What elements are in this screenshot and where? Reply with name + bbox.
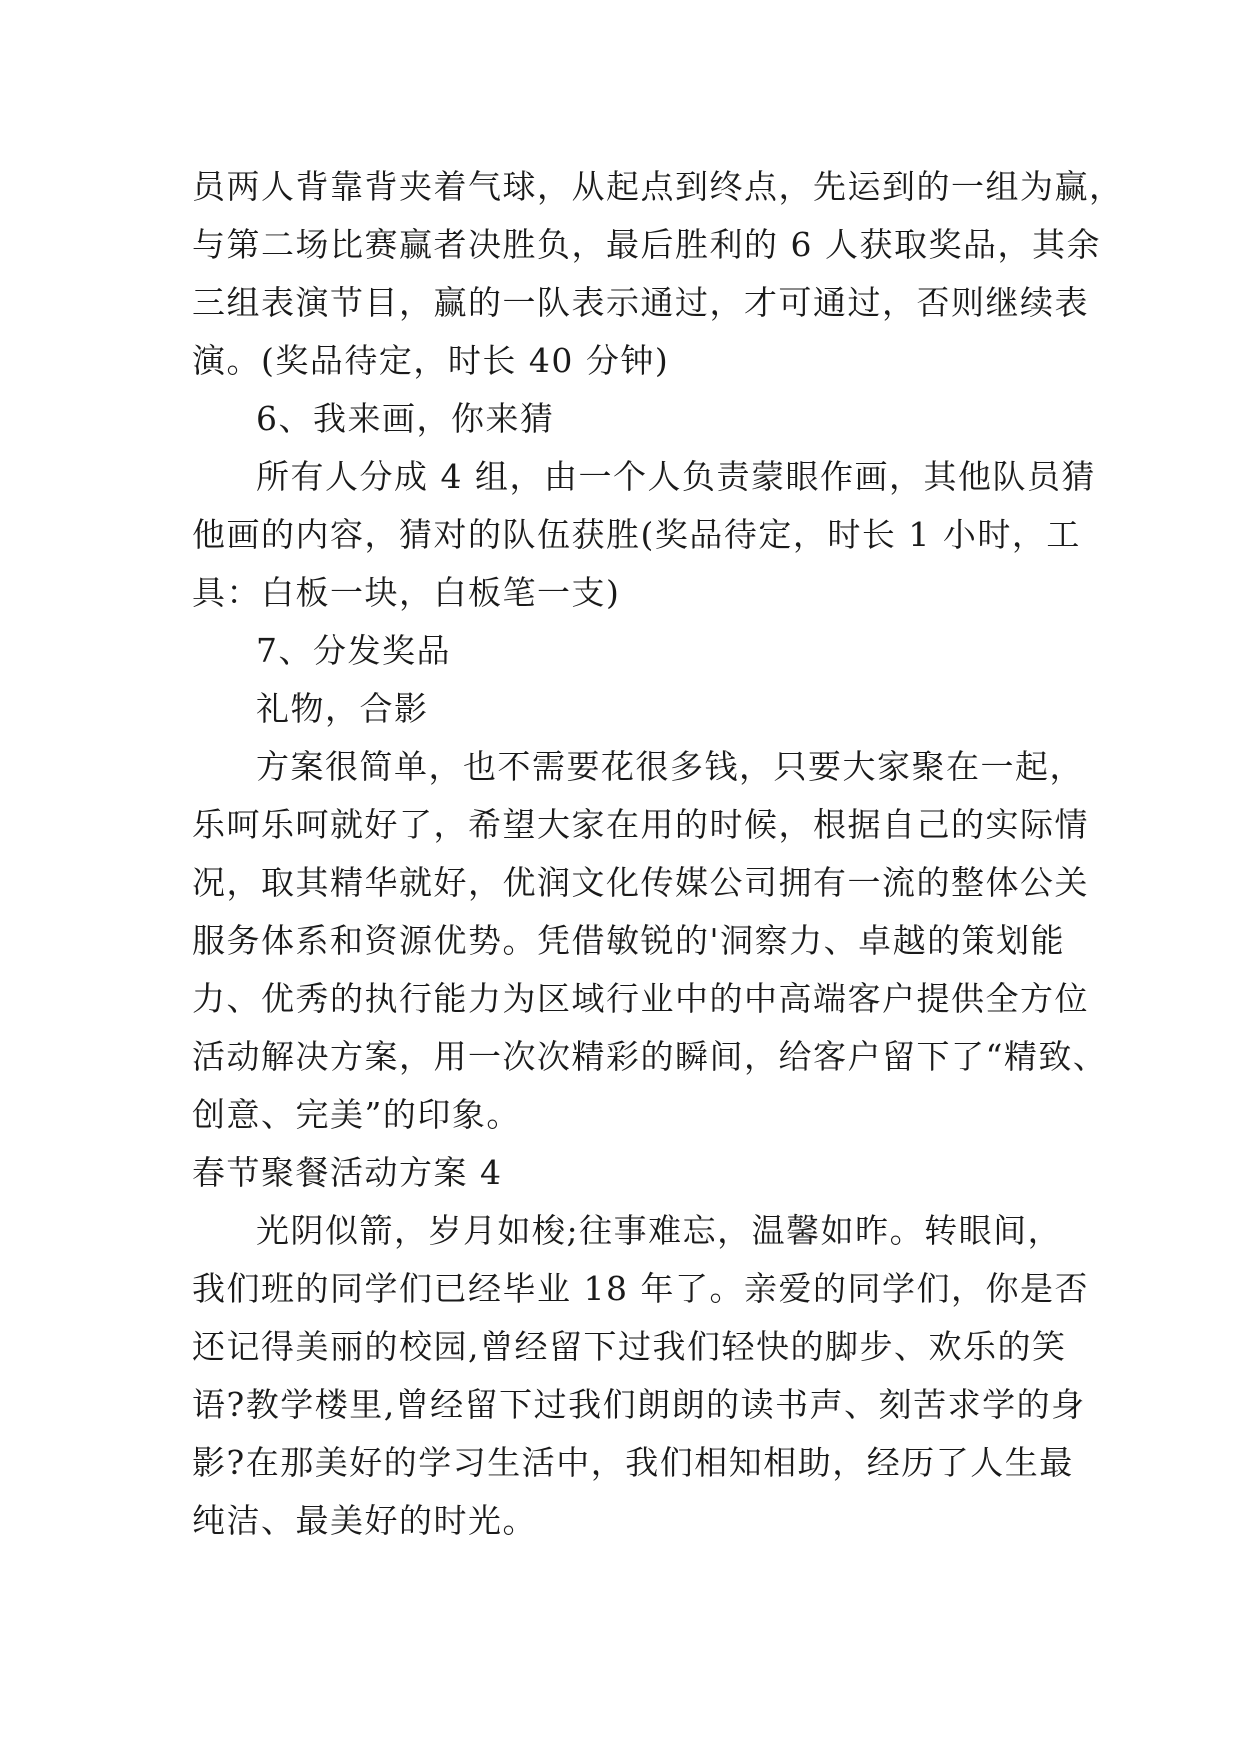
- paragraph-start: 方案很简单，也不需要花很多钱，只要大家聚在一起，: [256, 747, 1084, 786]
- text-line: 还记得美丽的校园,曾经留下过我们轻快的脚步、欢乐的笑: [192, 1327, 1067, 1366]
- text-line: 语?教学楼里,曾经留下过我们朗朗的读书声、刻苦求学的身: [192, 1385, 1086, 1424]
- text-line: 他画的内容，猜对的队伍获胜(奖品待定，时长 1 小时，工: [192, 515, 1081, 554]
- text-line: 员两人背靠背夹着气球，从起点到终点，先运到的一组为赢，: [192, 167, 1124, 206]
- text-line: 况，取其精华就好，优润文化传媒公司拥有一流的整体公关: [192, 863, 1089, 902]
- text-line: 活动解决方案，用一次次精彩的瞬间，给客户留下了“精致、: [192, 1037, 1108, 1076]
- list-item-heading: 6、我来画，你来猜: [256, 399, 555, 438]
- text-line: 演。(奖品待定，时长 40 分钟): [192, 341, 670, 380]
- text-line: 具：白板一块，白板笔一支): [192, 573, 621, 612]
- text-line: 三组表演节目，赢的一队表示通过，才可通过，否则继续表: [192, 283, 1089, 322]
- text-line: 乐呵乐呵就好了，希望大家在用的时候，根据自己的实际情: [192, 805, 1089, 844]
- text-line: 服务体系和资源优势。凭借敏锐的'洞察力、卓越的策划能: [192, 921, 1066, 960]
- section-title: 春节聚餐活动方案 4: [192, 1153, 503, 1192]
- text-line: 力、优秀的执行能力为区域行业中的中高端客户提供全方位: [192, 979, 1089, 1018]
- paragraph-start: 光阴似箭，岁月如梭;往事难忘，温馨如昨。转眼间，: [256, 1211, 1063, 1250]
- paragraph-start: 所有人分成 4 组，由一个人负责蒙眼作画，其他队员猜: [256, 457, 1096, 496]
- text-line: 与第二场比赛赢者决胜负，最后胜利的 6 人获取奖品，其余: [192, 225, 1101, 264]
- list-item-heading: 7、分发奖品: [256, 631, 451, 670]
- text-line: 影?在那美好的学习生活中，我们相知相助，经历了人生最: [192, 1443, 1074, 1482]
- text-line: 我们班的同学们已经毕业 18 年了。亲爱的同学们，你是否: [192, 1269, 1089, 1308]
- text-line: 创意、完美”的印象。: [192, 1095, 521, 1134]
- paragraph-start: 礼物，合影: [256, 689, 429, 728]
- text-line: 纯洁、最美好的时光。: [192, 1501, 537, 1540]
